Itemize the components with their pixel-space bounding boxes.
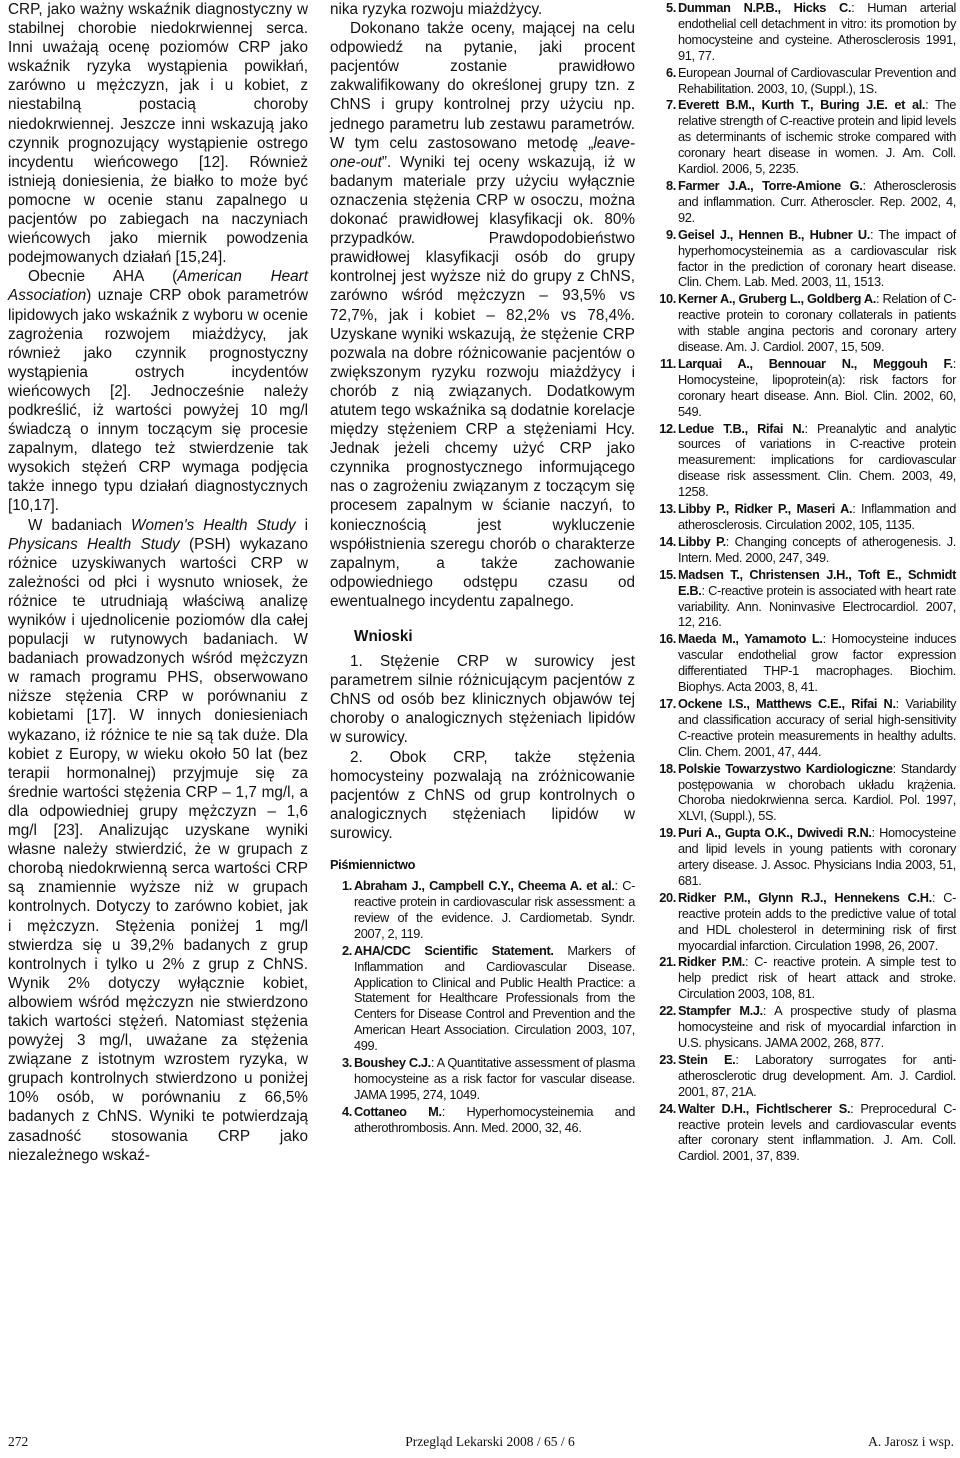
- reference-number: 9.: [666, 226, 676, 242]
- reference-item: [654, 97, 956, 177]
- reference-authors: Everett B.M., Kurth T., Buring J.E. et al.: [678, 97, 926, 113]
- reference-authors: Stampfer M.J.: [678, 1003, 763, 1019]
- reference-number: 6.: [666, 64, 676, 80]
- reference-text: : C-reactive protein adds to the predictive value of total and HDL cholesterol in determining risk of first myocardial infarction. Circulation 1998, 26, 2007.: [678, 889, 956, 953]
- reference-authors: Ridker P.M., Glynn R.J., Hennekens C.H.: [678, 889, 932, 905]
- text-column-1: [8, 0, 308, 1165]
- reference-number: 18.: [659, 760, 676, 776]
- reference-authors: Madsen T., Christensen J.H., Toft E., Schmidt E.B.: [678, 566, 956, 598]
- reference-authors: Geisel J., Hennen B., Hubner U.: [678, 226, 870, 242]
- reference-authors: Larquai A., Bennouar N., Meggouh F.: [678, 355, 953, 371]
- reference-item: [654, 1101, 956, 1165]
- reference-authors: Abraham J., Campbell C.Y., Cheema A. et al.: [354, 878, 615, 894]
- reference-text: : Human arterial endothelial cell detachment in vitro: its promotion by homocysteine and cysteine. Atherosclerosis 1991, 91, 77.: [678, 0, 957, 63]
- page-number: 272: [8, 1434, 29, 1449]
- reference-text: Markers of Inflammation and Cardiovascular Disease. Application to Clinical and Public Health Practice: a Statement for Healthcare Professionals from the Centers for Disease Control and Prevention and the American Heart Association. Circulation 2003, 107, 499.: [354, 942, 635, 1054]
- reference-authors: Polskie Towarzystwo Kardiologiczne: [678, 760, 893, 776]
- paragraph: Obecnie AHA (American Heart Association) uznaje CRP obok parametrów lipidowych jako wskaźnik z wyboru w ocenie zagrożenia rozwojem miażdżycy, jak również jako czynnik prognostyczny wystąpienia ostrych incydentów wieńcowych [2]. Jednocześnie należy podkreślić, iż wartości powyżej 10 mg/l świadczą o innym toczącym się procesie zapalnym, dlatego też stwierdzenie tak wysokich stężeń CRP wymaga podjęcia także innego typu działań diagnostycznych [10,17].: [8, 268, 308, 515]
- reference-item: [654, 825, 956, 889]
- reference-item: [654, 890, 956, 954]
- reference-text: : Relation of C-reactive protein to coronary collaterals in patients with stable angina pectoris and coronary artery disease. Am. J. Cardiol. 2007, 15, 509.: [678, 291, 956, 355]
- reference-number: 24.: [659, 1100, 676, 1116]
- reference-item: [654, 501, 956, 533]
- reference-number: 8.: [666, 177, 676, 193]
- reference-authors: Libby P.: [678, 533, 726, 549]
- reference-number: 14.: [659, 533, 676, 549]
- reference-text: : Homocysteine and lipid levels in young patients with coronary artery disease. J. Assoc. Physicians India 2003, 51, 681.: [678, 825, 956, 888]
- reference-number: 23.: [659, 1051, 676, 1067]
- reference-item: [330, 1055, 635, 1103]
- reference-item: [654, 227, 956, 291]
- reference-number: 3.: [342, 1055, 352, 1071]
- references-heading: Piśmiennictwo: [330, 857, 416, 873]
- paragraph: Dokonano także oceny, mającej na celu odpowiedź na pytanie, jaki procent pacjentów zostanie prawidłowo zakwalifikowany do określonej grupy tzn. z ChNS i grupy kontrolnej przy użyciu np. jednego parametru lub zestawu parametrów. W tym celu zastosowano metodę „leave-one-out”. Wyniki tej oceny wskazują, iż w badanym materiale przy użyciu wyłącznie oznaczenia stężenia CRP w osoczu, można dokonać prawidłowej klasyfikacji ok. 80% przypadków. Prawdopodobieństwo prawidłowej klasyfikacji osób do grupy kontrolnej jest wyższe niż do grupy z ChNS, zarówno wśród mężczyzn – 93,5% vs 72,7%, jak i kobiet – 82,2% vs 78,4%. Uzyskane wyniki wskazują, że stężenie CRP pozwala na dobre różnicowanie pacjentów o zwiększonym ryzyku rozwoju miażdżycy i chorób z nią związanych. Dodatkowym atutem tego wskaźnika są dodatnie korelacje między stężeniem CRP a stężeniami Hcy. Jednak jeżeli chcemy użyć CRP jako czynnika prognostycznego informującego nas o zagrożeniu związanym z toczącym się procesem zapalnym w ścianie naczyń, to koniecznością jest wykluczenie współistnienia szeregu chorób o charakterze zapalnym, a także zachowanie odpowiedniego odstępu czasu od ewentualnego incydentu zapalnego.: [330, 20, 635, 610]
- reference-text: : Inflammation and atherosclerosis. Circulation 2002, 105, 1135.: [678, 501, 956, 532]
- reference-text: : A prospective study of plasma homocysteine and risk of myocardial infarction in U.S. physicans. JAMA 2002, 268, 877.: [678, 1003, 956, 1050]
- text-column-3: [654, 0, 956, 1165]
- reference-authors: Ockene I.S., Matthews C.E., Rifai N.: [678, 695, 896, 711]
- reference-number: 7.: [666, 97, 676, 113]
- reference-item: [654, 567, 956, 631]
- reference-item: [330, 1104, 635, 1136]
- reference-authors: Libby P., Ridker P., Maseri A.: [678, 501, 853, 517]
- reference-item: [330, 943, 635, 1054]
- reference-item: [654, 761, 956, 825]
- reference-text: : Atherosclerosis and inflammation. Curr. Atheroscler. Rep. 2002, 4, 92.: [678, 177, 956, 225]
- reference-text: : Preanalytic and analytic sources of variations in C-reactive protein measurement: implications for cardiovascular disease risk assessment. Clin. Chem. 2003, 49, 1258.: [678, 420, 957, 500]
- reference-text: : C-reactive protein is associated with heart rate variability. Ann. Noninvasive Electrocardiol. 2007, 12, 216.: [678, 582, 956, 630]
- reference-item: [654, 291, 956, 355]
- paragraph: CRP, jako ważny wskaźnik diagnostyczny w stabilnej chorobie niedokrwiennej serca. Inni uważają ocenę poziomów CRP jako wskaźnik ryzyka wystąpienia powikłań, zarówno u mężczyzn, jak i u kobiet, z niestabilną postacią choroby niedokrwiennej. Jeszcze inni wskazują jako czynnik prognozujący wystąpienie ostrego incydentu wieńcowego [12]. Również istnieją doniesienia, że białko to może być pomocne w ocenie stanu zapalnego u pacjentów po zabiegach na naczyniach wieńcowych jako miernik powodzenia podejmowanych działań [15,24].: [8, 1, 308, 267]
- reference-item: [654, 421, 956, 501]
- reference-number: 1.: [342, 878, 352, 894]
- reference-item: [654, 65, 956, 97]
- reference-authors: Boushey C.J.: [354, 1055, 431, 1071]
- text-column-2: [330, 0, 635, 1137]
- reference-item: [654, 0, 956, 64]
- reference-text: : Hyperhomocysteinemia and atherothrombosis. Ann. Med. 2000, 32, 46.: [354, 1103, 635, 1135]
- reference-text: : Preprocedural C-reactive protein levels and cardiovascular events after coronary stent inflammation. J. Am. Coll. Cardiol. 2001, 37, 839.: [678, 1100, 956, 1164]
- conclusions-heading: Wnioski: [354, 628, 413, 645]
- reference-number: 16.: [659, 631, 676, 647]
- paragraph: W badaniach Women's Health Study i Physicans Health Study (PSH) wykazano różnice uzyskiwanych wartości CRP w zależności od płci i wysnuto wniosek, że różnice te utrudniają właściwą analizę wyników i ujednolicenie poziomów dla całej populacji w rutynowych badaniach. W badaniach prowadzonych wśród mężczyzn w ramach programu PHS, obserwowano niższe stężenia CRP w porównaniu z kobietami [17]. W innych doniesieniach wykazano, iż różnice te nie są tak duże. Dla kobiet z Europy, w wieku około 50 lat (bez terapii hormonalnej) przyjmuje się za średnie wartości stężenia CRP – 1,7 mg/l, a dla odpowiedniej grupy mężczyzn – 1,6 mg/l [23]. Analizując uzyskane wyniki własne należy stwierdzić, że w grupach z chorobą niedokrwienną serca wartości CRP są znamiennie wyższe niż w grupach kontrolnych. Dotyczy to zarówno kobiet, jak i mężczyzn. Stężenia poniżej 1 mg/l stwierdza się u 39,2% badanych z grup kontrolnych i tylko u 2% z grup z ChNS. Wynik 2% dotyczy wyłącznie kobiet, albowiem wśród mężczyzn nie stwierdzono takich wartości stężeń. Natomiast stężenia powyżej 3 mg/l, uważane za stężenia związane z istotnym wzrostem ryzyka, w grupach kontrolnych stwierdzono u poniżej 10% osób, w porównaniu z 66,5% badanych z ChNS. Wyniki te potwierdzają zasadność stosowania CRP jako niezależnego wskaź-: [8, 516, 308, 1164]
- reference-number: 12.: [659, 420, 676, 436]
- reference-text: European Journal of Cardiovascular Prevention and Rehabilitation. 2003, 10, (Suppl.), 1S.: [678, 64, 956, 96]
- reference-number: 17.: [659, 695, 676, 711]
- reference-number: 15.: [659, 566, 676, 582]
- reference-authors: Cottaneo M.: [354, 1103, 442, 1119]
- reference-list: [330, 878, 635, 1136]
- reference-authors: Dumman N.P.B., Hicks C.: [678, 0, 852, 15]
- reference-list: [654, 0, 956, 1164]
- reference-item: [654, 534, 956, 566]
- reference-number: 2.: [342, 942, 352, 958]
- reference-authors: Ledue T.B., Rifai N.: [678, 420, 805, 436]
- reference-text: : Laboratory surrogates for anti-atherosclerotic drug development. Am. J. Cardiol. 2001, 87, 21A.: [678, 1051, 956, 1099]
- reference-text: : Homocysteine induces vascular endothelial grow factor expression differentiated THP-1 macrophages. Biochim. Biophys. Acta 2003, 8, 41.: [678, 631, 956, 695]
- reference-text: : Homocysteine, lipoprotein(a): risk factors for coronary heart disease. Ann. Biol. Clin. 2002, 60, 549.: [678, 355, 956, 419]
- reference-number: 13.: [659, 501, 676, 517]
- reference-authors: Maeda M., Yamamoto L.: [678, 631, 823, 647]
- reference-authors: Puri A., Gupta O.K., Dwivedi R.N.: [678, 825, 872, 841]
- reference-number: 22.: [659, 1003, 676, 1019]
- paragraph: nika ryzyka rozwoju miażdżycy.: [330, 1, 543, 18]
- reference-authors: Kerner A., Gruberg L., Goldberg A.: [678, 291, 877, 307]
- reference-number: 4.: [342, 1103, 352, 1119]
- reference-number: 10.: [659, 291, 676, 307]
- reference-authors: Stein E.: [678, 1051, 736, 1067]
- page-footer: [0, 1434, 960, 1454]
- reference-authors: Walter D.H., Fichtlscherer S.: [678, 1100, 851, 1116]
- reference-text: : The relative strength of C-reactive protein and lipid levels as determinants of ischemic stroke compared with coronary heart disease in women. J. Am. Coll. Kardiol. 2006, 5, 2235.: [678, 97, 957, 177]
- reference-item: [330, 878, 635, 942]
- reference-number: 21.: [659, 954, 676, 970]
- reference-item: [654, 1052, 956, 1100]
- reference-item: [654, 1003, 956, 1051]
- reference-text: : Changing concepts of atherogenesis. J. Intern. Med. 2000, 247, 349.: [678, 533, 956, 565]
- reference-text: : The impact of hyperhomocysteinemia as a cardiovascular risk factor in the prediction of coronary heart disease. Clin. Chem. Lab. Med. 2003, 11, 1513.: [678, 226, 957, 290]
- reference-text: : Standardy postępowania w chorobach układu krążenia. Choroba niedokrwienna serca. Kardiol. Pol. 1997, XLVI, (Suppl.), 5S.: [678, 760, 956, 824]
- reference-text: : A Quantitative assessment of plasma homocysteine as a risk factor for vascular disease. JAMA 1995, 274, 1049.: [354, 1055, 635, 1102]
- running-authors: A. Jarosz i wsp.: [868, 1434, 954, 1449]
- conclusion-item: 2. Obok CRP, także stężenia homocysteiny pozwalają na zróżnicowanie pacjentów z ChNS od grup kontrolnych o analogicznych stężeniach lipidów w surowicy.: [330, 748, 635, 842]
- reference-number: 19.: [659, 825, 676, 841]
- reference-item: [654, 696, 956, 760]
- reference-number: 11.: [659, 355, 676, 371]
- reference-authors: Farmer J.A., Torre-Amione G.: [678, 177, 863, 193]
- reference-authors: AHA/CDC Scientific Statement.: [354, 942, 554, 958]
- reference-item: [654, 178, 956, 226]
- conclusion-item: 1. Stężenie CRP w surowicy jest parametrem silnie różnicującym pacjentów z ChNS od osób bez klinicznych objawów tej choroby o analogicznych stężeniach lipidów w surowicy.: [330, 653, 635, 747]
- reference-authors: Ridker P.M.: [678, 954, 746, 970]
- reference-number: 5.: [666, 0, 676, 15]
- journal-name: Przegląd Lekarski 2008 / 65 / 6: [405, 1434, 575, 1449]
- reference-text: : Variability and classification accuracy of serial high-sensitivity C-reactive protein measurements in healthy adults. Clin. Chem. 2001, 47, 444.: [678, 695, 956, 759]
- reference-item: [654, 954, 956, 1002]
- reference-number: 20.: [659, 889, 676, 905]
- reference-text: : C-reactive protein in cardiovascular risk assessment: a review of the evidence. J. Cardiometab. Syndr. 2007, 2, 119.: [354, 878, 635, 941]
- reference-item: [654, 631, 956, 695]
- reference-item: [654, 356, 956, 420]
- reference-text: : C- reactive protein. A simple test to help predict risk of heart attack and stroke. Circulation 2003, 108, 81.: [678, 954, 956, 1002]
